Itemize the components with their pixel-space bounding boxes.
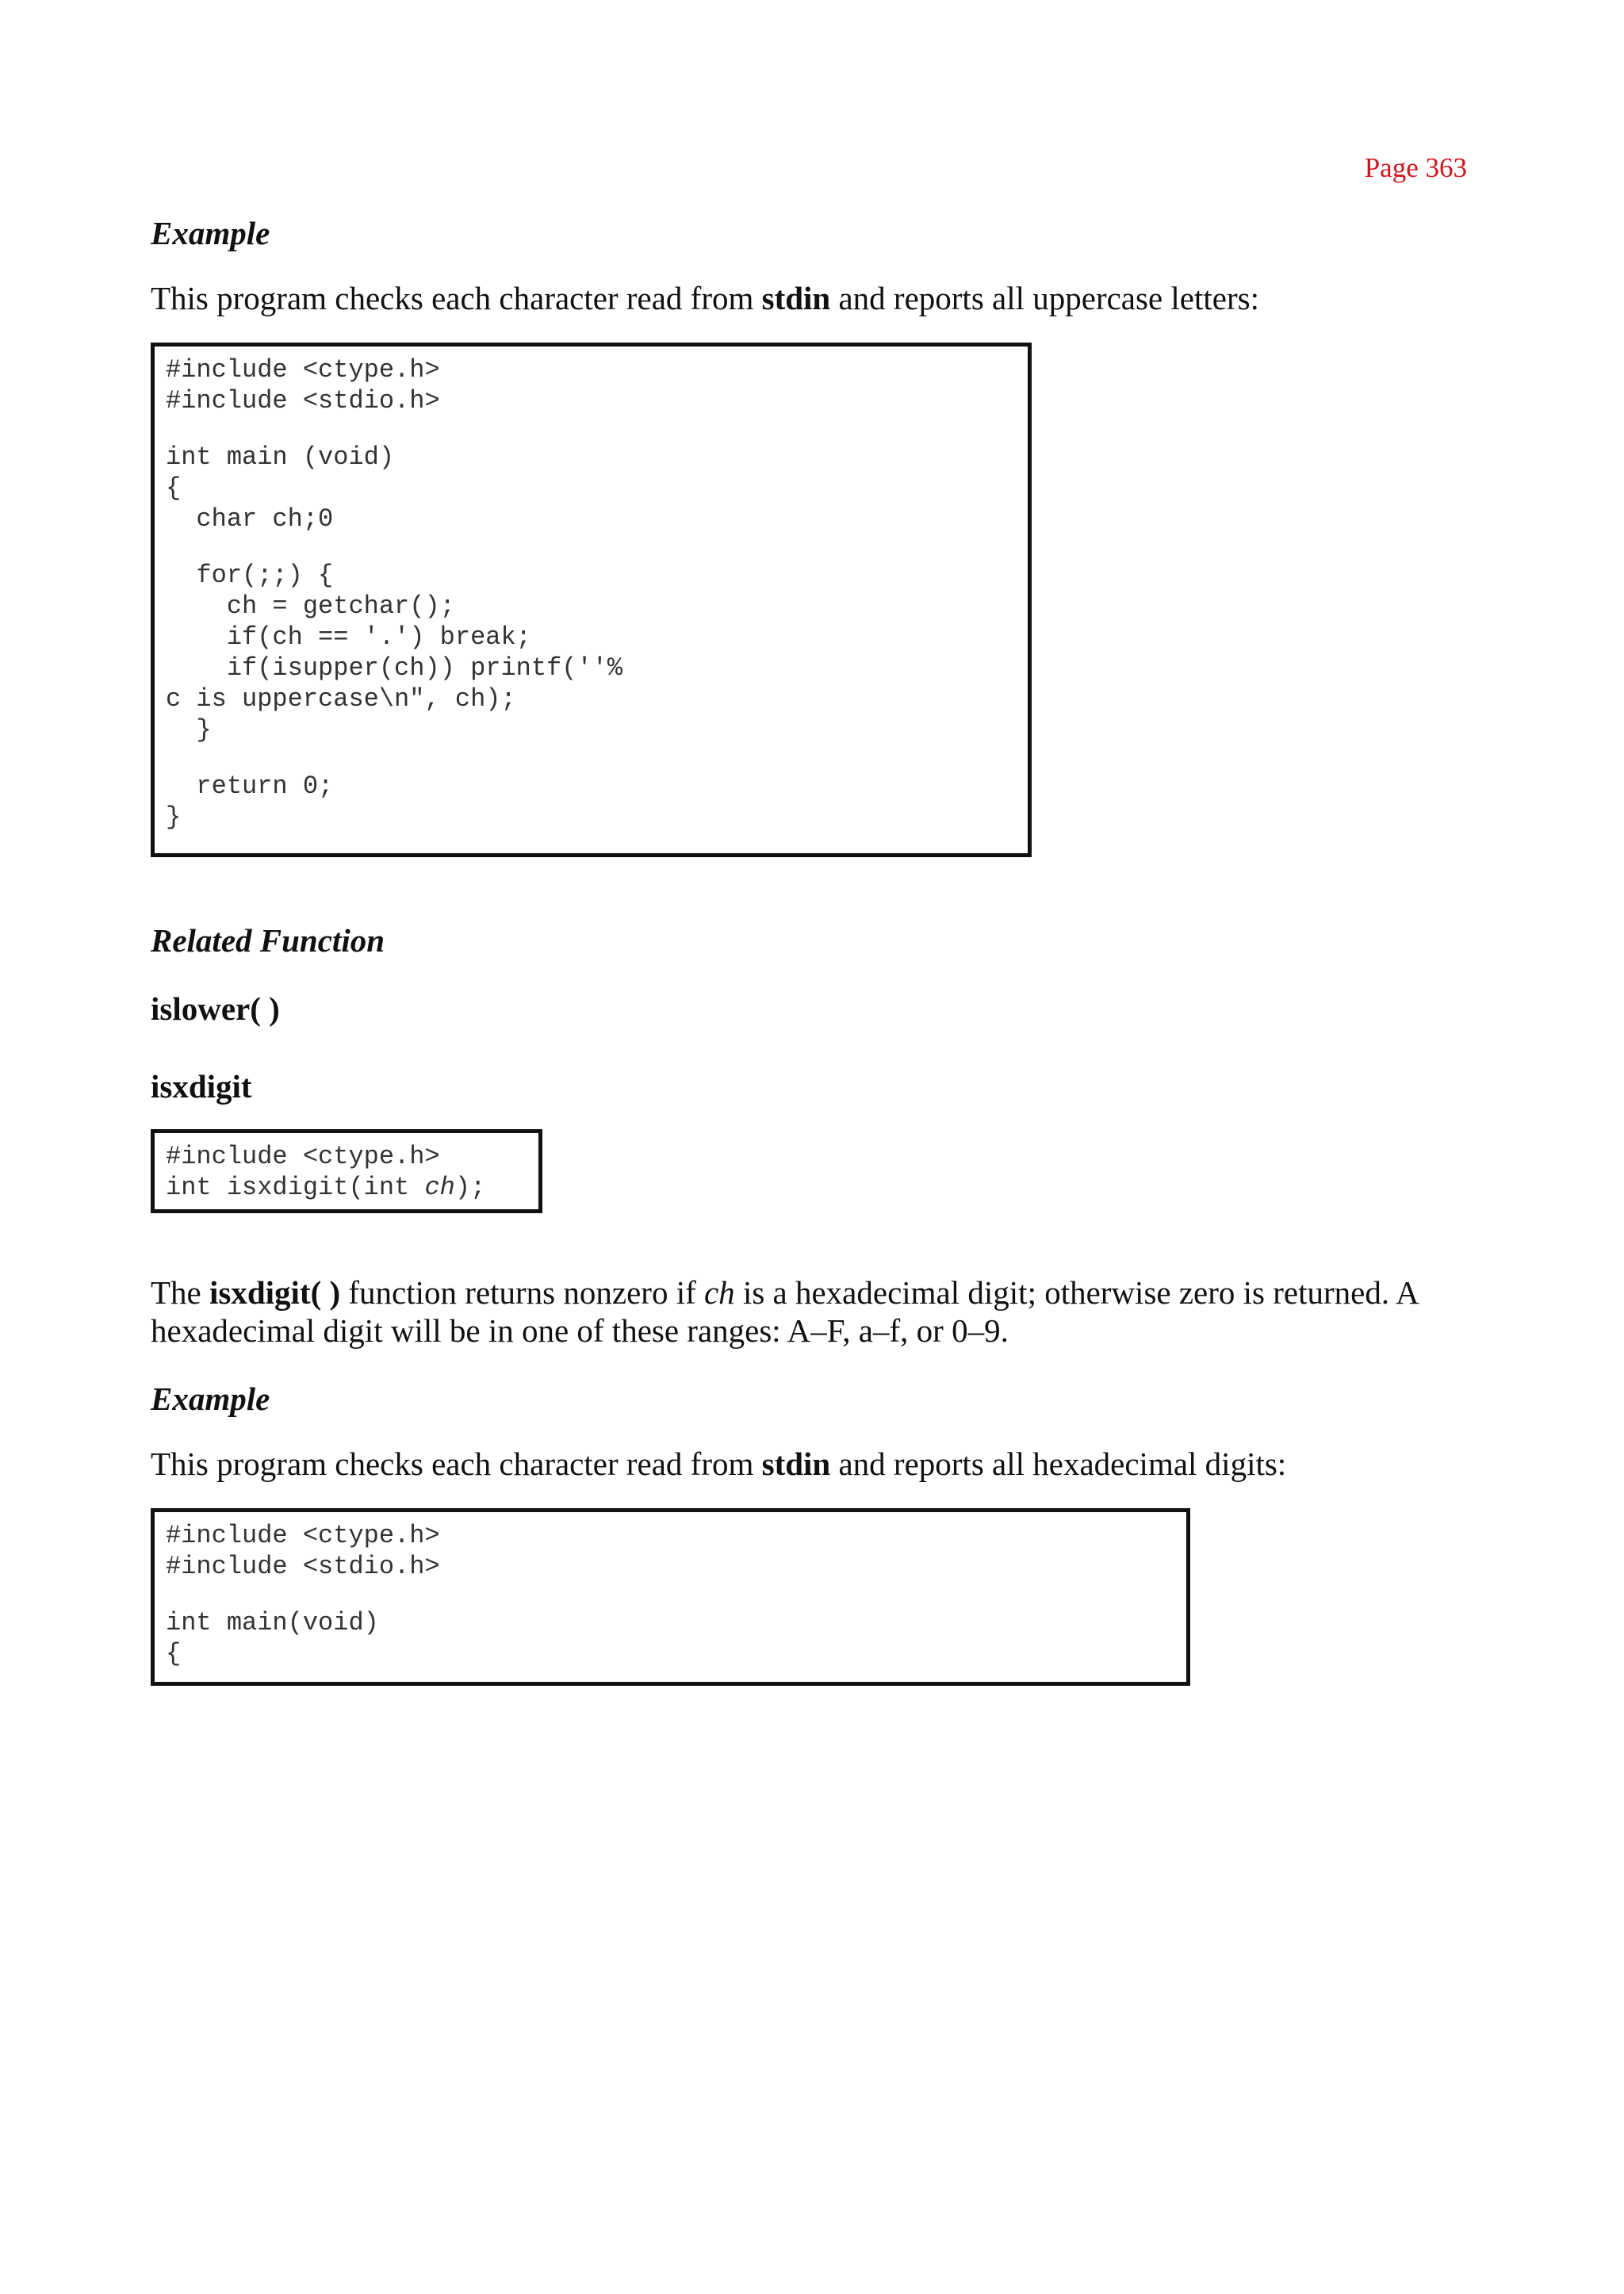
code-line: for(;;) { — [166, 561, 334, 590]
desc-text-end: is a hexadecimal digit; otherwise zero is returned. A hexadecimal digit will be in one of these ranges: A–F, a–f, or 0–9. — [151, 1274, 1418, 1349]
code-line: #include <ctype.h> — [166, 355, 440, 385]
stdin-term: stdin — [761, 1446, 831, 1482]
code-line — [166, 534, 1028, 560]
intro-text-end: and reports all hexadecimal digits: — [830, 1446, 1287, 1482]
isxdigit-description-paragraph — [151, 1273, 1483, 1350]
code-line — [166, 416, 1028, 442]
function-heading-isxdigit: isxdigit — [151, 1068, 252, 1105]
code-line: int main (void) — [166, 442, 395, 472]
code-line: c is uppercase\n", ch); — [166, 684, 516, 714]
prototype-include-line: #include <ctype.h> — [166, 1142, 440, 1171]
code-line: if(ch == '.') break; — [166, 622, 531, 652]
code-line: if(isupper(ch)) printf(''% — [166, 653, 623, 683]
desc-text-mid: function returns nonzero if — [340, 1274, 704, 1311]
code-line: return 0; — [166, 772, 334, 801]
code-line: #include <stdio.h> — [166, 386, 440, 416]
code-line: ch = getchar(); — [166, 592, 455, 621]
code-line: } — [166, 715, 212, 745]
code-line — [166, 1582, 1186, 1607]
signature-param: ch — [424, 1173, 455, 1202]
code-line: int main(void) — [166, 1608, 379, 1637]
intro-text: This program checks each character read from — [151, 280, 762, 316]
example-heading: Example — [151, 215, 270, 251]
signature-prefix: int isxdigit(int — [166, 1173, 425, 1202]
code-listing-isupper — [151, 343, 1032, 857]
stdin-term: stdin — [761, 280, 831, 316]
prototype-signature-line — [166, 1172, 538, 1203]
code-line: { — [166, 473, 182, 503]
code-line: #include <stdio.h> — [166, 1552, 440, 1581]
code-listing-isxdigit — [151, 1508, 1190, 1686]
desc-text: The — [151, 1274, 209, 1311]
example-heading-2: Example — [151, 1381, 270, 1417]
intro-text: This program checks each character read from — [151, 1446, 762, 1482]
code-line: char ch;0 — [166, 504, 334, 534]
code-line: #include <ctype.h> — [166, 1521, 440, 1550]
page-number: Page 363 — [1364, 152, 1467, 183]
code-line — [166, 745, 1028, 771]
code-line: { — [166, 1639, 182, 1668]
desc-function-name: isxdigit( ) — [209, 1274, 341, 1311]
desc-param: ch — [703, 1274, 735, 1311]
signature-suffix: ); — [454, 1173, 486, 1202]
example-intro-paragraph-2 — [151, 1445, 1483, 1483]
intro-text-end: and reports all uppercase letters: — [830, 280, 1259, 316]
prototype-box — [151, 1129, 542, 1213]
related-function-heading: Related Function — [151, 922, 385, 959]
related-function-name: islower( ) — [151, 990, 280, 1027]
code-line: } — [166, 802, 182, 832]
example-intro-paragraph — [151, 279, 1483, 317]
